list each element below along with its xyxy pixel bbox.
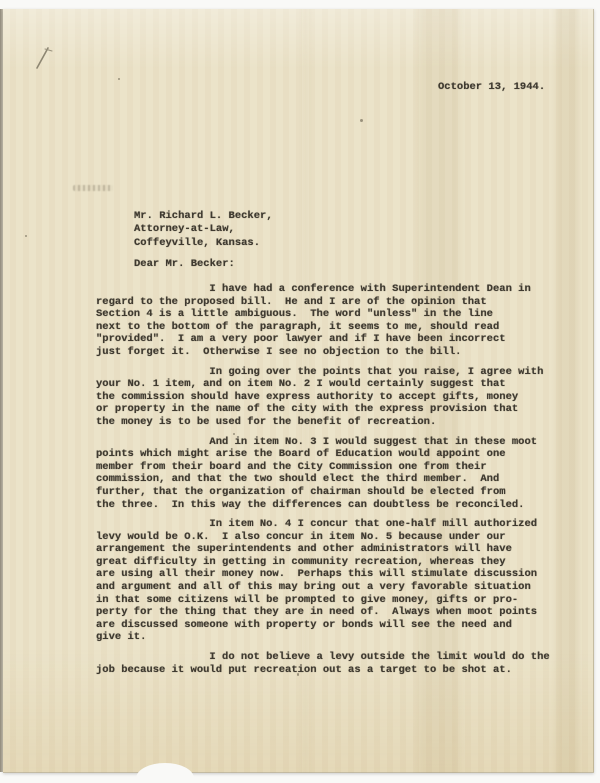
paragraph-line: the money is to be used for the benefit of recreation. bbox=[96, 415, 437, 428]
paragraph-line: great difficulty in getting in community recreation, whereas they bbox=[96, 555, 506, 568]
paragraph-line: give it. bbox=[96, 631, 147, 644]
date-line: October 13, 1944. bbox=[438, 81, 546, 93]
paper-speck bbox=[25, 235, 27, 237]
paragraph-line: your No. 1 item, and on item No. 2 I would certainly suggest that bbox=[96, 378, 506, 391]
paragraph bbox=[96, 283, 550, 359]
paragraph-line: perty for the thing that they are in need of. Always when moot points bbox=[96, 606, 538, 619]
paragraph-line: job because it would put recreation out as a target to be shot at. bbox=[96, 663, 512, 676]
paragraph-line: And in item No. 3 I would suggest that in these moot bbox=[96, 435, 538, 448]
letter-body bbox=[96, 283, 550, 683]
paragraph-line: and argument and all of this may bring out a very favorable situation bbox=[96, 581, 531, 594]
paragraph-line: In going over the points that you raise, I agree with bbox=[96, 365, 544, 378]
paragraph-line: commission, and that the two should elect the third member. And bbox=[96, 473, 500, 486]
salutation: Dear Mr. Becker: bbox=[134, 258, 235, 270]
paragraph bbox=[96, 651, 550, 676]
address-line: Attorney-at-Law, bbox=[134, 223, 235, 236]
paragraph bbox=[96, 518, 550, 644]
letter-page bbox=[3, 9, 594, 773]
address-line: Mr. Richard L. Becker, bbox=[134, 210, 273, 222]
paragraph bbox=[96, 436, 550, 512]
paragraph-line: are using all their money now. Perhaps this will stimulate discussion bbox=[96, 568, 538, 581]
paper-speck bbox=[118, 78, 120, 80]
paragraph-line: member from their board and the City Commission one from their bbox=[96, 460, 487, 473]
paper-speck bbox=[360, 119, 363, 122]
paragraph-line: I do not believe a levy outside the limit would do the bbox=[96, 651, 550, 664]
paragraph-line: the three. In this way the differences can doubtless be reconciled. bbox=[96, 498, 525, 511]
paragraph-line: points which might arise the Board of Education would appoint one bbox=[96, 448, 506, 461]
paragraph-line: regard to the proposed bill. He and I are of the opinion that bbox=[96, 295, 487, 308]
paragraph-line: just forget it. Otherwise I see no objection to the bill. bbox=[96, 345, 462, 358]
paragraph-line: in that some citizens will be prompted to give money, gifts or pro- bbox=[96, 593, 519, 606]
pencil-slash-mark bbox=[32, 44, 56, 72]
paragraph-line: Section 4 is a little ambiguous. The word "unless" in the line bbox=[96, 308, 493, 321]
paragraph-line: next to the bottom of the paragraph, it seems to me, should read bbox=[96, 320, 500, 333]
paragraph-line: In item No. 4 I concur that one-half mill authorized bbox=[96, 518, 538, 531]
paragraph bbox=[96, 366, 550, 429]
recipient-address bbox=[134, 210, 273, 250]
paragraph-line: are discussed someone with property or bonds will see the need and bbox=[96, 618, 512, 631]
paragraph-line: or property in the name of the city with the express provision that bbox=[96, 403, 519, 416]
paragraph-line: further, that the organization of chairman should be elected from bbox=[96, 485, 506, 498]
address-line: Coffeyville, Kansas. bbox=[134, 236, 261, 249]
paragraph-line: "provided". I am a very poor lawyer and if I have been incorrect bbox=[96, 333, 506, 346]
paragraph-line: I have had a conference with Superintendent Dean in bbox=[96, 283, 531, 295]
paragraph-line: levy would be O.K. I also concur in item No. 5 because under our bbox=[96, 530, 506, 543]
paragraph-line: arrangement the superintendents and other administrators will have bbox=[96, 543, 512, 556]
erased-text-smudge bbox=[73, 185, 113, 191]
paragraph-line: the commission should have express authority to accept gifts, money bbox=[96, 390, 519, 403]
